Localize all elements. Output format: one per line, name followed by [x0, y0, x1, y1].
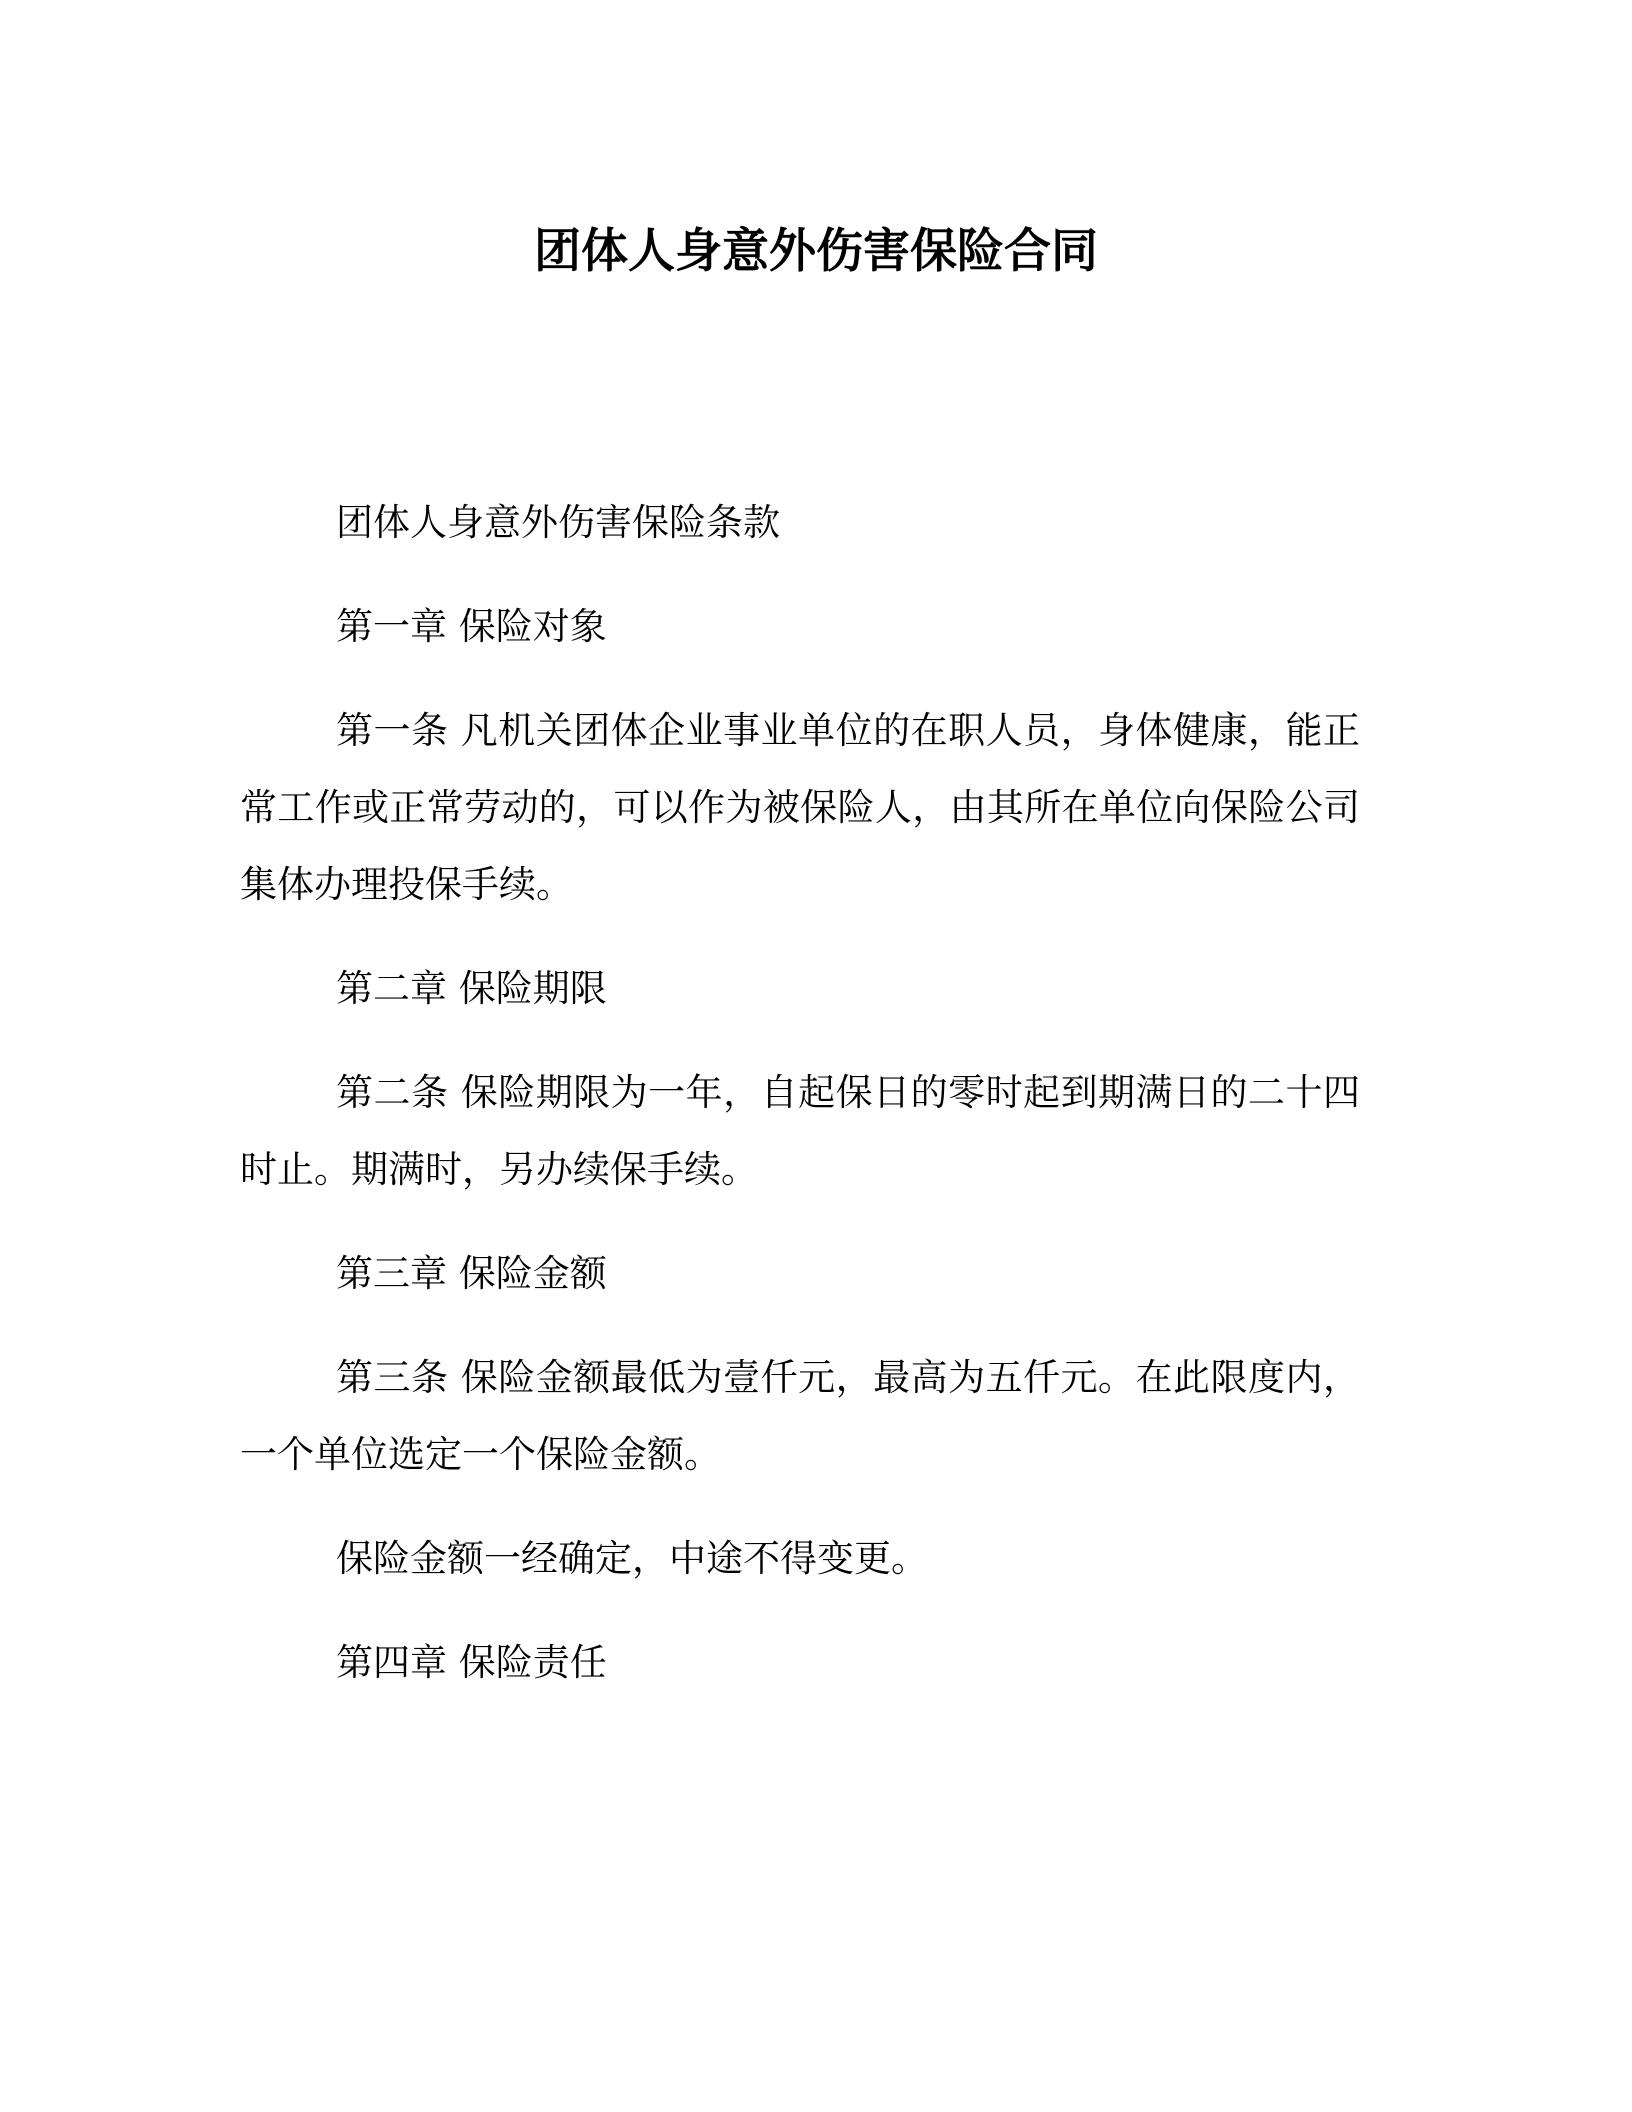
article-1: 第一条 凡机关团体企业事业单位的在职人员，身体健康，能正常工作或正常劳动的，可以作为被保险人，由其所在单位向保险公司集体办理投保手续。	[240, 709, 1360, 906]
chapter-heading-1: 第一章 保险对象	[336, 605, 607, 648]
clause-heading: 团体人身意外伤害保险条款	[336, 501, 780, 544]
chapter-heading-4: 第四章 保险责任	[336, 1641, 607, 1684]
document-body	[240, 484, 1360, 1728]
article-3-note: 保险金额一经确定，中途不得变更。	[336, 1537, 928, 1580]
article-3: 第三条 保险金额最低为壹仟元，最高为五仟元。在此限度内，一个单位选定一个保险金额。	[240, 1356, 1360, 1476]
article-2: 第二条 保险期限为一年，自起保日的零时起到期满日的二十四时止。期满时，另办续保手续。	[240, 1071, 1360, 1191]
document-title: 团体人身意外伤害保险合同	[534, 224, 1098, 279]
chapter-heading-3: 第三章 保险金额	[336, 1252, 607, 1295]
chapter-heading-2: 第二章 保险期限	[336, 967, 607, 1010]
